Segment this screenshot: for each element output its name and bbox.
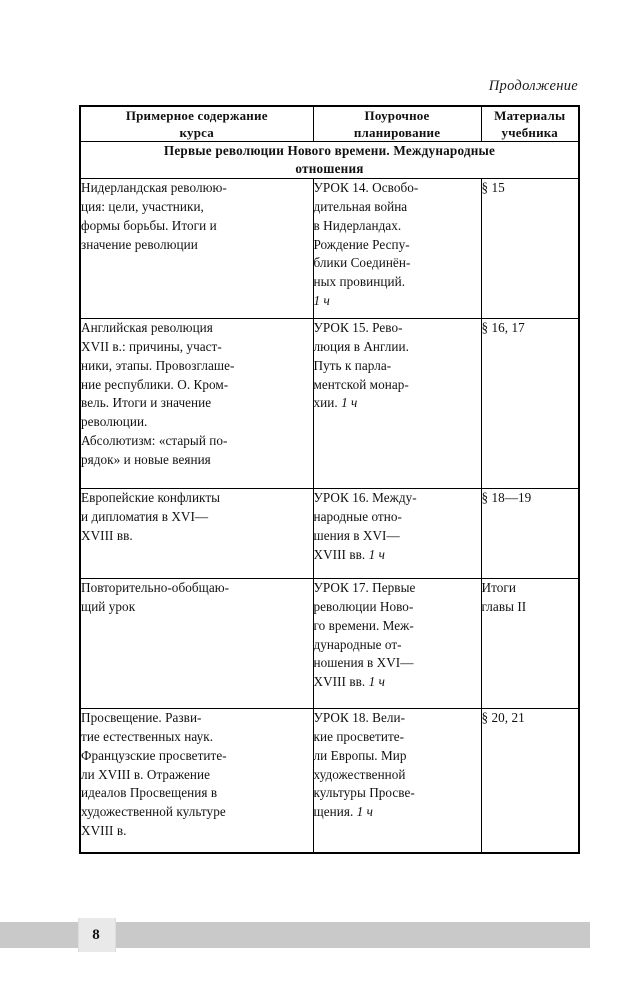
- header-line: Примерное содержание: [125, 108, 268, 123]
- text-line: XVII в.: причины, участ-: [81, 338, 222, 354]
- lesson-plan-table-wrapper: [79, 105, 578, 854]
- text-line: Рождение Респу-: [313, 236, 410, 252]
- text-line: кие просветите-: [313, 728, 405, 744]
- text-line: значение революции: [81, 236, 198, 252]
- column-header-content: [80, 106, 313, 142]
- cell-content: [80, 488, 313, 578]
- header-line: Поурочное: [364, 108, 430, 123]
- text-line: революции.: [81, 414, 148, 430]
- section-title-row: [80, 142, 579, 179]
- text-line: ция: цели, участники,: [81, 198, 204, 214]
- text-line: го времени. Меж-: [313, 617, 414, 633]
- text-line: культуры Просве-: [313, 785, 415, 801]
- cell-planning: [313, 318, 481, 488]
- text-line: шения в XVI—: [313, 527, 400, 543]
- text-line: рядок» и новые веяния: [81, 452, 211, 468]
- text-line: ношения в XVI—: [313, 655, 414, 671]
- table-row: [80, 178, 579, 318]
- text-line: Повторительно-обобщаю-: [81, 579, 230, 595]
- lesson-hours: 1 ч: [368, 674, 385, 690]
- text-line: дительная война: [313, 198, 408, 214]
- cell-materials: [481, 318, 579, 488]
- text-line: § 16, 17: [481, 319, 525, 335]
- text-line: Просвещение. Разви-: [81, 709, 202, 725]
- text-line: § 20, 21: [481, 709, 525, 725]
- column-header-materials: [481, 106, 579, 142]
- text-line: Нидерландская революю-: [81, 179, 227, 195]
- text-line: ли Европы. Мир: [313, 747, 407, 763]
- cell-materials: [481, 578, 579, 708]
- text-line: УРОК 14. Освобо-: [313, 179, 419, 195]
- text-line: ние республики. О. Кром-: [81, 376, 229, 392]
- lesson-hours: 1 ч: [341, 395, 358, 411]
- text-line: Абсолютизм: «старый по-: [81, 433, 228, 449]
- text-line: УРОК 16. Между-: [313, 489, 417, 505]
- text-line: УРОК 18. Вели-: [313, 709, 406, 725]
- cell-planning: [313, 488, 481, 578]
- text-line: главы II: [481, 598, 527, 614]
- text-line: [314, 546, 481, 565]
- header-line: учебника: [501, 125, 558, 141]
- lesson-hours: 1 ч: [356, 804, 373, 820]
- text-line: ли XVIII в. Отражение: [81, 766, 210, 782]
- text-line: ники, этапы. Провозглаше-: [81, 357, 235, 373]
- cell-content: [80, 318, 313, 488]
- table-row: [80, 578, 579, 708]
- text-line: художественной: [313, 766, 406, 782]
- table-row: [80, 318, 579, 488]
- text-line: революции Ново-: [313, 598, 414, 614]
- text-line: вель. Итоги и значение: [81, 395, 212, 411]
- text-line: Французские просветите-: [81, 747, 227, 763]
- text-line: [314, 292, 481, 311]
- header-line: курса: [179, 125, 214, 141]
- text-line: люция в Англии.: [313, 338, 409, 354]
- text-line: ментской монар-: [313, 376, 409, 392]
- text-line: § 18—19: [481, 489, 532, 505]
- section-title-cell: [80, 142, 579, 179]
- table-header-row: [80, 106, 579, 142]
- text-line: [314, 803, 481, 822]
- text-line: [314, 394, 481, 413]
- text-line: дународные от-: [313, 636, 402, 652]
- table-row: [80, 488, 579, 578]
- column-header-planning: [313, 106, 481, 142]
- text-line: ных провинций.: [313, 274, 406, 290]
- text-line: XVIII вв.: [81, 527, 133, 543]
- cell-materials: [481, 178, 579, 318]
- text-line: идеалов Просвещения в: [81, 785, 218, 801]
- lesson-hours: 1 ч: [313, 293, 330, 309]
- text-line: художественной культуре: [81, 804, 226, 820]
- running-head: Продолжение: [488, 78, 578, 94]
- cell-content: [80, 708, 313, 853]
- section-title-line: отношения: [295, 161, 364, 177]
- header-line: планирование: [353, 125, 441, 141]
- text-line: и дипломатия в XVI—: [81, 508, 209, 524]
- page-number: 8: [92, 926, 100, 943]
- cell-materials: [481, 708, 579, 853]
- text-line: в Нидерландах.: [313, 217, 402, 233]
- text-line: блики Соединён-: [313, 255, 411, 271]
- text-fragment: хии.: [313, 395, 342, 411]
- cell-planning: [313, 708, 481, 853]
- text-fragment: XVIII вв.: [313, 674, 369, 690]
- text-line: УРОК 15. Рево-: [313, 319, 403, 335]
- cell-content: [80, 178, 313, 318]
- text-fragment: XVIII вв.: [313, 546, 369, 562]
- text-line: Английская революция: [81, 319, 213, 335]
- text-line: Итоги: [481, 579, 516, 595]
- cell-materials: [481, 488, 579, 578]
- text-line: УРОК 17. Первые: [313, 579, 416, 595]
- text-line: формы борьбы. Итоги и: [81, 217, 217, 233]
- cell-planning: [313, 578, 481, 708]
- text-line: Европейские конфликты: [81, 489, 221, 505]
- lesson-plan-table: [79, 105, 580, 854]
- text-line: народные отно-: [313, 508, 402, 524]
- text-line: [314, 673, 481, 692]
- section-title-line: Первые революции Нового времени. Международные: [163, 143, 496, 159]
- header-line: Материалы: [494, 108, 566, 123]
- cell-content: [80, 578, 313, 708]
- text-fragment: щения.: [313, 804, 357, 820]
- table-row: [80, 708, 579, 853]
- text-line: XVIII в.: [81, 823, 127, 839]
- text-line: щий урок: [81, 598, 136, 614]
- text-line: § 15: [481, 179, 505, 195]
- lesson-hours: 1 ч: [368, 546, 385, 562]
- text-line: тие естественных наук.: [81, 728, 214, 744]
- text-line: Путь к парла-: [313, 357, 392, 373]
- cell-planning: [313, 178, 481, 318]
